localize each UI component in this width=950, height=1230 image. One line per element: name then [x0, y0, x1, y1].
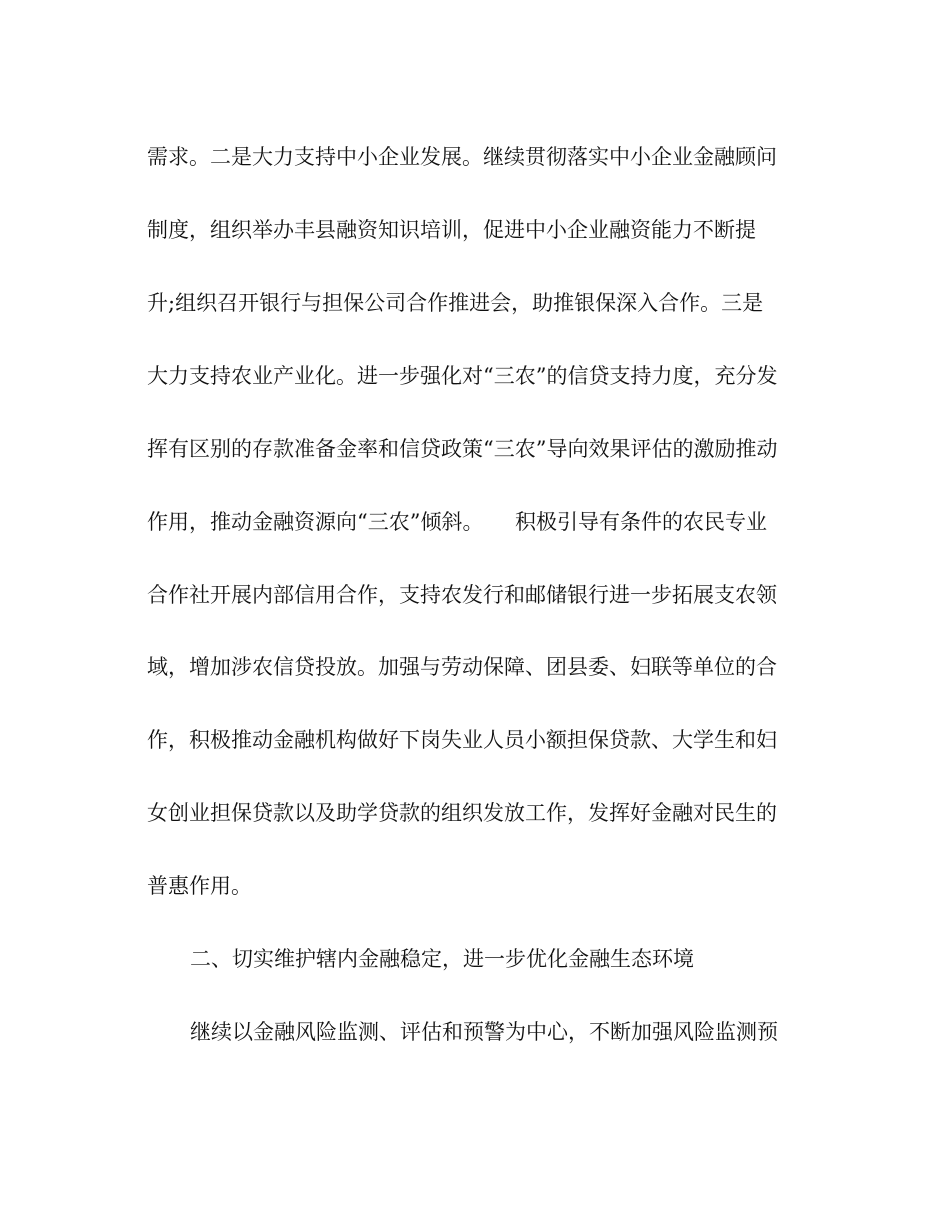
paragraph-line-8: 域，增加涉农信贷投放。加强与劳动保障、团县委、妇联等单位的合	[147, 655, 777, 679]
paragraph-line-10: 女创业担保贷款以及助学贷款的组织发放工作，发挥好金融对民生的	[147, 801, 777, 825]
paragraph-line-6: 作用，推动金融资源向“三农”倾斜。 积极引导有条件的农民专业	[147, 510, 767, 534]
paragraph-line-7: 合作社开展内部信用合作，支持农发行和邮储银行进一步拓展支农领	[147, 583, 777, 607]
paragraph-line-2: 制度，组织举办丰县融资知识培训，促进中小企业融资能力不断提	[147, 218, 756, 242]
paragraph-line-9: 作，积极推动金融机构做好下岗失业人员小额担保贷款、大学生和妇	[147, 728, 777, 752]
paragraph-line-4: 大力支持农业产业化。进一步强化对“三农”的信贷支持力度，充分发	[147, 364, 778, 388]
paragraph-line-1: 需求。二是大力支持中小企业发展。继续贯彻落实中小企业金融顾问	[147, 145, 777, 169]
section-heading: 二、切实维护辖内金融稳定，进一步优化金融生态环境	[190, 947, 694, 971]
paragraph-line-11: 普惠作用。	[147, 874, 252, 898]
paragraph-line-5: 挥有区别的存款准备金率和信贷政策“三农”导向效果评估的激励推动	[147, 437, 778, 461]
paragraph-line-3: 升;组织召开银行与担保公司合作推进会，助推银保深入合作。三是	[147, 291, 764, 315]
paragraph-line-13: 继续以金融风险监测、评估和预警为中心，不断加强风险监测预	[190, 1020, 778, 1044]
